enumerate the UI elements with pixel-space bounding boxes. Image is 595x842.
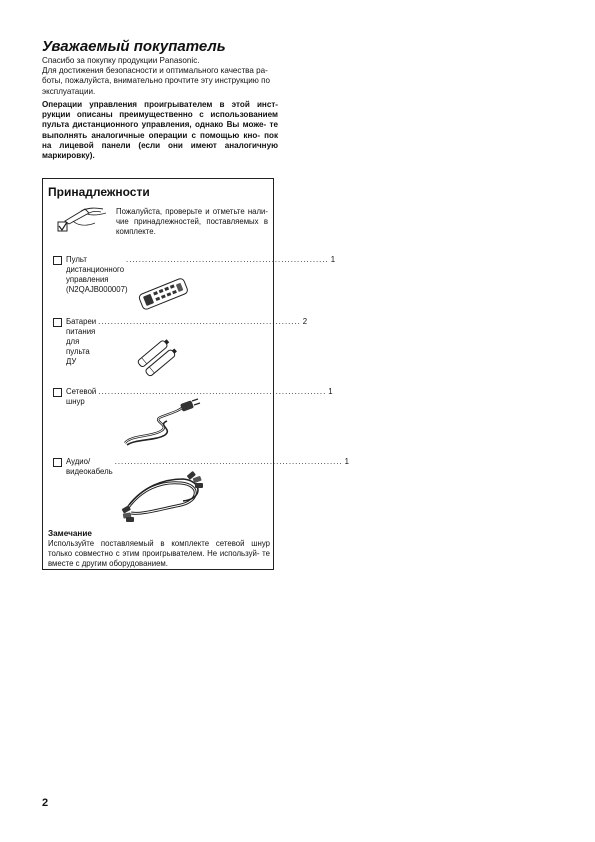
accessory-model-number: (N2QAJB000007) xyxy=(66,285,128,294)
av-cable-icon xyxy=(121,469,207,523)
page-number: 2 xyxy=(42,797,49,809)
accessory-checkbox[interactable] xyxy=(53,458,62,467)
remote-operation-note: Операции управления проигрывателем в этой инст- рукции описаны преимущественно с использованием пульта дистанционного управления, однако Вы може- те выполнять аналогичные операции с помощью кно- пок на лицевой панели (если они имеют аналогичную маркировку). xyxy=(42,100,278,161)
accessory-label: Аудио/видеокабель xyxy=(66,457,113,476)
accessory-checkbox[interactable] xyxy=(53,318,62,327)
intro-line: Для достижения безопасности и оптимального качества ра- xyxy=(42,66,268,76)
accessory-item-batteries: Батареи питания для пульта ДУ ................................................................ 2 xyxy=(53,317,268,367)
batteries-icon xyxy=(135,339,181,375)
power-cord-icon xyxy=(121,399,201,449)
accessory-qty: 2 xyxy=(302,317,308,326)
accessory-checkbox[interactable] xyxy=(53,256,62,265)
accessory-item-remote: Пульт дистанционного управления ................................................................ 1 (N2QAJB000007) xyxy=(53,255,268,295)
accessory-qty: 1 xyxy=(330,255,336,264)
accessories-title: Принадлежности xyxy=(48,185,150,199)
remote-control-icon xyxy=(135,273,191,313)
accessories-box xyxy=(42,178,350,570)
accessory-checkbox[interactable] xyxy=(53,388,62,397)
note-text: Используйте поставляемый в комплекте сетевой шнур только совместно с этим проигрывателем. Не используй- те вместе с другим оборудованием. xyxy=(48,539,270,568)
accessory-qty: 1 xyxy=(344,457,350,466)
pen-checkmark-icon xyxy=(51,205,111,235)
intro-paragraph xyxy=(42,56,278,97)
note-title: Замечание xyxy=(48,529,92,538)
intro-line: Спасибо за покупку продукции Panasonic. xyxy=(42,56,200,65)
accessory-qty: 1 xyxy=(328,387,333,396)
intro-line: эксплуатации. xyxy=(42,86,96,96)
accessory-label: Пульт дистанционного управления xyxy=(66,255,125,284)
accessory-label: Батареи питания для пульта ДУ xyxy=(66,317,97,366)
page-title: Уважаемый покупатель xyxy=(42,38,226,55)
intro-line: боты, пожалуйста, внимательно прочтите эту инструкцию по xyxy=(42,76,270,86)
accessory-item-power-cord: Сетевой шнур ........................................................................ 1 xyxy=(53,387,268,407)
accessory-item-av-cable: Аудио/видеокабель ........................................................................ 1 xyxy=(53,457,268,477)
check-instruction: Пожалуйста, проверьте и отметьте нали- чие принадлежностей, поставляемых в комплекте. xyxy=(116,207,268,236)
accessory-label: Сетевой шнур xyxy=(66,387,97,406)
